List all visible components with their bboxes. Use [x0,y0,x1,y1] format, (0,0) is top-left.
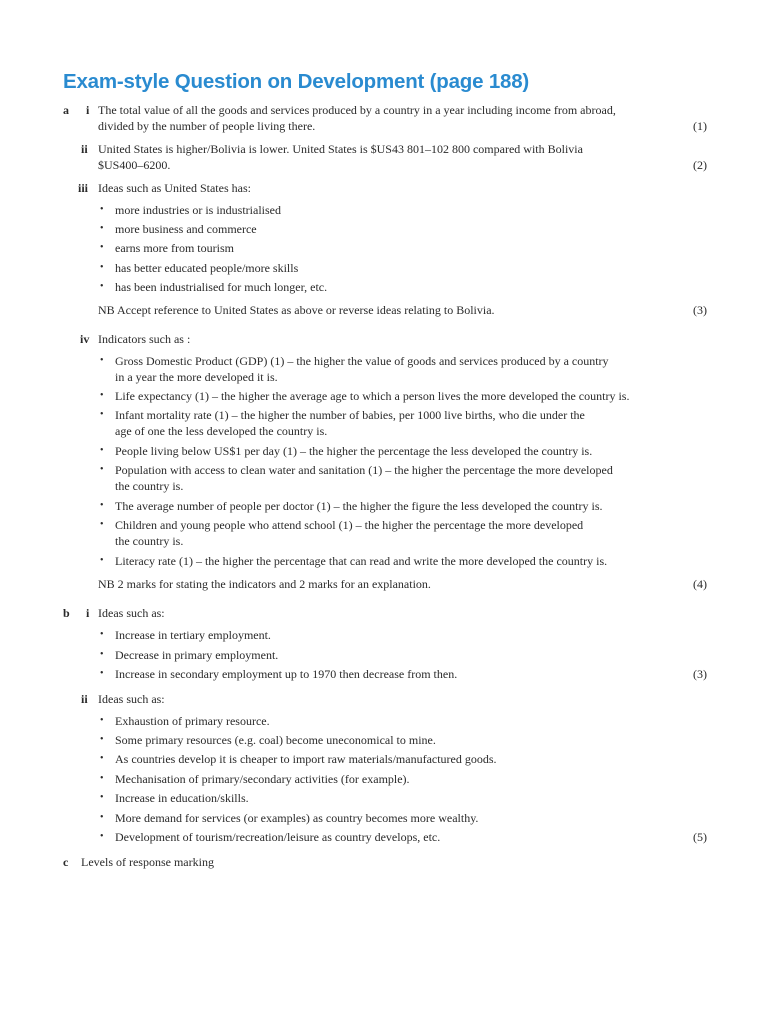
b-ii-bullet-6: More demand for services (or examples) as country becomes more wealthy. [115,811,479,825]
b-i-bullet-1: Increase in tertiary employment. [115,628,271,642]
a-ii-mark: (2) [693,158,707,172]
a-iv-bullet-3-line-1: Infant mortality rate (1) – the higher the number of babies, per 1000 live births, who die under the [115,408,585,422]
b-ii-mark: (5) [693,830,707,844]
bullet: • [100,223,104,234]
a-i-mark: (1) [693,119,707,133]
part-a-iv-label: iv [80,332,90,346]
part-a-ii-label: ii [81,142,88,156]
bullet: • [100,753,104,764]
a-iv-bullet-6: The average number of people per doctor (1) – the higher the figure the less developed the country is. [115,499,603,513]
a-iv-note: NB 2 marks for stating the indicators and 2 marks for an explanation. [98,577,431,591]
b-ii-bullet-7: Development of tourism/recreation/leisure as country develops, etc. [115,830,441,844]
bullet: • [100,792,104,803]
a-iv-bullet-7-line-1: Children and young people who attend school (1) – the higher the percentage the more developed [115,518,584,532]
a-iv-bullet-5-line-1: Population with access to clean water and sanitation (1) – the higher the percentage the more developed [115,463,613,477]
a-iii-bullet-1: more industries or is industrialised [115,203,281,217]
page-title: Exam-style Question on Development (page 188) [63,70,530,93]
bullet: • [100,715,104,726]
b-ii-bullet-5: Increase in education/skills. [115,791,249,805]
a-iv-bullet-1-line-1: Gross Domestic Product (GDP) (1) – the higher the value of goods and services produced by a country [115,354,609,368]
b-ii-bullet-4: Mechanisation of primary/secondary activities (for example). [115,772,410,786]
a-iii-bullet-5: has been industrialised for much longer, etc. [115,280,328,294]
bullet: • [100,204,104,215]
a-iv-bullet-3-line-2: age of one the less developed the country is. [115,424,328,438]
a-iii-mark: (3) [693,303,707,317]
a-iii-note: NB Accept reference to United States as above or reverse ideas relating to Bolivia. [98,303,495,317]
a-iv-intro: Indicators such as : [98,332,191,346]
a-iv-bullet-4: People living below US$1 per day (1) – the higher the percentage the less developed the country is. [115,444,593,458]
b-i-bullet-3: Increase in secondary employment up to 1970 then decrease from then. [115,667,458,681]
a-iv-bullet-5-line-2: the country is. [115,479,184,493]
bullet: • [100,464,104,475]
bullet: • [100,500,104,511]
a-iv-mark: (4) [693,577,707,591]
a-iv-bullet-1-line-2: in a year the more developed it is. [115,370,278,384]
bullet: • [100,649,104,660]
b-i-mark: (3) [693,667,707,681]
bullet: • [100,831,104,842]
bullet: • [100,668,104,679]
bullet: • [100,262,104,273]
a-ii-line-1: United States is higher/Bolivia is lower. United States is $US43 801–102 800 compared with Bolivia [98,142,583,156]
a-iv-bullet-8: Literacy rate (1) – the higher the percentage that can read and write the more developed the country is. [115,554,608,568]
a-iii-bullet-3: earns more from tourism [115,241,234,255]
bullet: • [100,390,104,401]
c-text: Levels of response marking [81,855,214,869]
a-i-line-2: divided by the number of people living there. [98,119,316,133]
a-iv-bullet-7-line-2: the country is. [115,534,184,548]
bullet: • [100,355,104,366]
part-a-iii-label: iii [78,181,89,195]
part-b-i-label: i [86,606,90,620]
a-iv-bullet-2: Life expectancy (1) – the higher the average age to which a person lives the more developed the country is. [115,389,630,403]
bullet: • [100,555,104,566]
b-ii-bullet-1: Exhaustion of primary resource. [115,714,270,728]
part-b-ii-label: ii [81,692,88,706]
a-i-line-1: The total value of all the goods and services produced by a country in a year including income from abroad, [98,103,616,117]
a-iii-intro: Ideas such as United States has: [98,181,251,195]
b-i-intro: Ideas such as: [98,606,165,620]
bullet: • [100,445,104,456]
part-c-label: c [63,855,69,869]
b-i-bullet-2: Decrease in primary employment. [115,648,279,662]
a-iii-bullet-2: more business and commerce [115,222,257,236]
bullet: • [100,773,104,784]
b-ii-bullet-2: Some primary resources (e.g. coal) become uneconomical to mine. [115,733,436,747]
b-ii-intro: Ideas such as: [98,692,165,706]
bullet: • [100,281,104,292]
part-b-label: b [63,606,70,620]
bullet: • [100,812,104,823]
bullet: • [100,409,104,420]
bullet: • [100,519,104,530]
part-a-i-label: i [86,103,90,117]
a-iii-bullet-4: has better educated people/more skills [115,261,299,275]
a-ii-line-2: $US400–6200. [98,158,171,172]
bullet: • [100,734,104,745]
bullet: • [100,629,104,640]
b-ii-bullet-3: As countries develop it is cheaper to import raw materials/manufactured goods. [115,752,497,766]
part-a-label: a [63,103,69,117]
bullet: • [100,242,104,253]
